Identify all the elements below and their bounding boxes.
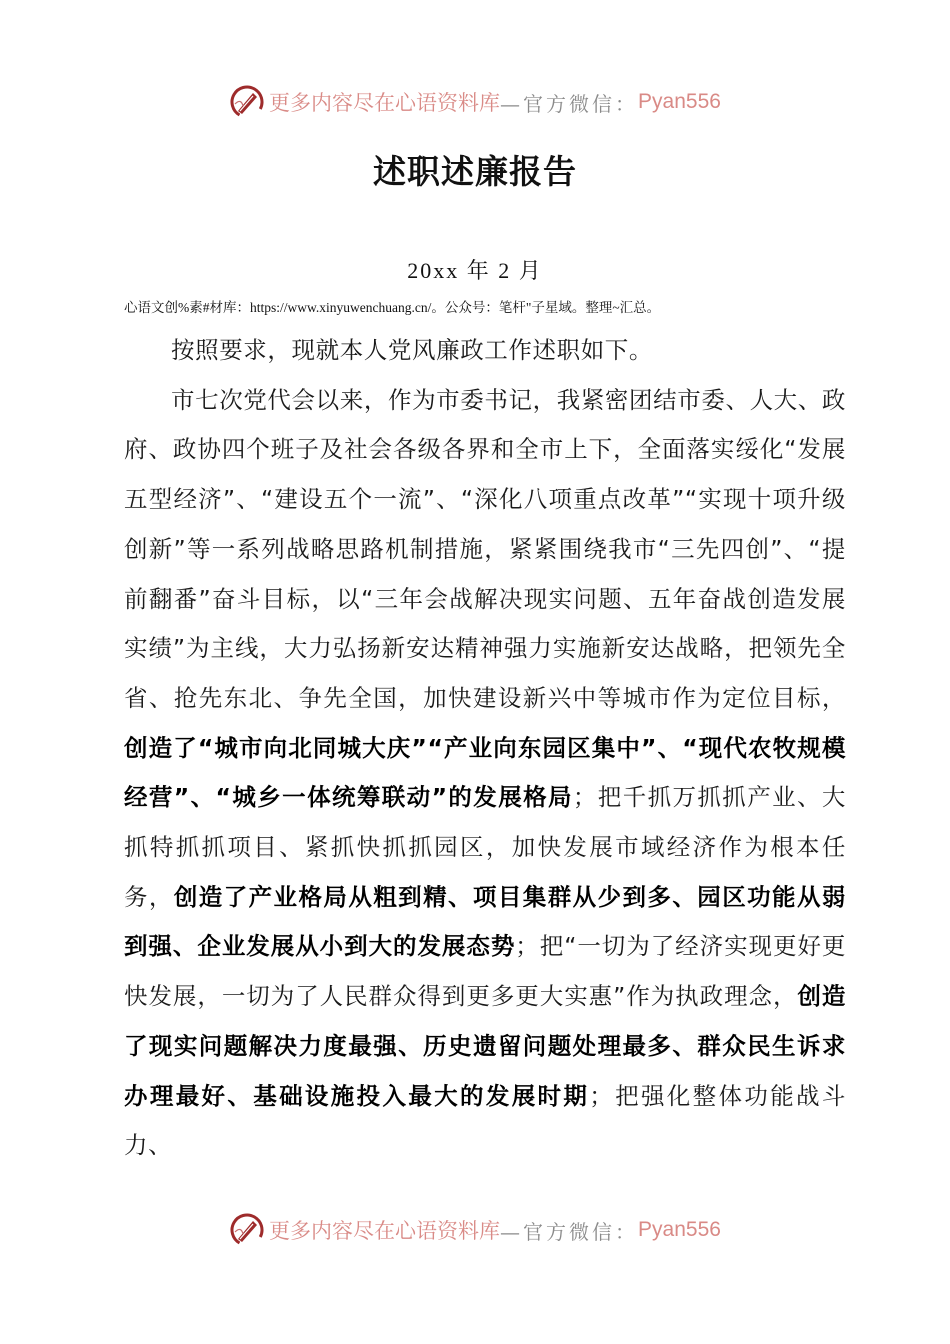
text-run: 市七次党代会以来，作为市委书记，我紧密团结市委、人大、政府、政协四个班子及社会各级各界和全市上下，全面落实绥化“发展五型经济”、“建设五个一流”、“深化八项重点改革”“实现十项升级创新”等一系列战略思路机制措施，紧紧围绕我市“三先四创”、“提前翻番”奋斗目标，以“三年会战解决现实问题、五年奋战创造发展实绩”为主线，大力弘扬新安达精神强力实施新安达战略，把领先全省、抢先东北、争先全国，加快建设新兴中等城市作为定位目标， [124,385,846,712]
wechat-id: Pyan556 [638,1218,721,1241]
wechat-label: —官方微信： [500,1219,639,1244]
wechat-label: —官方微信： [500,91,639,116]
document-date: 20xx 年 2 月 [407,258,543,283]
document-body [124,326,846,1171]
footer-banner [0,1208,950,1252]
text-run: ；把强化整体功能战斗力、 [124,1081,846,1160]
pen-swirl-logo-icon [229,84,265,120]
site-promo-text: 更多内容尽在心语资料库 [269,1219,501,1243]
bold-text-run: 创造了“城市向北同城大庆”“产业向东园区集中”、“现代农牧规模经营”、“城乡一体统筹联动”的发展格局 [124,733,846,812]
text-run: 按照要求，现就本人党风廉政工作述职如下。 [171,336,653,364]
paragraph [124,326,846,376]
site-promo-text: 更多内容尽在心语资料库 [269,91,501,115]
bold-text-run: 创造了现实问题解决力度最强、历史遗留问题处理最多、群众民生诉求办理最好、基础设施投入最大的发展时期 [124,982,846,1110]
wechat-id: Pyan556 [638,90,721,113]
pen-swirl-logo-icon [229,1212,265,1248]
bold-text-run: 创造了产业格局从粗到精、项目集群从少到多、园区功能从弱到强、企业发展从小到大的发展态势 [124,882,847,961]
document-title: 述职述廉报告 [373,152,577,191]
paragraph [124,376,846,1171]
header-banner [0,80,950,124]
text-run: ；把千抓万抓抓产业、大抓特抓抓项目、紧抓快抓抓园区，加快发展市域经济作为根本任务， [124,783,846,911]
text-run: ；把“一切为了经济实现更好更快发展，一切为了人民群众得到更多更大实惠”作为执政理念， [124,932,846,1011]
source-line: 心语文创%素#材库：https://www.xinyuwenchuang.cn/。公众号：笔杆"子星域。整理~汇总。 [124,300,661,315]
